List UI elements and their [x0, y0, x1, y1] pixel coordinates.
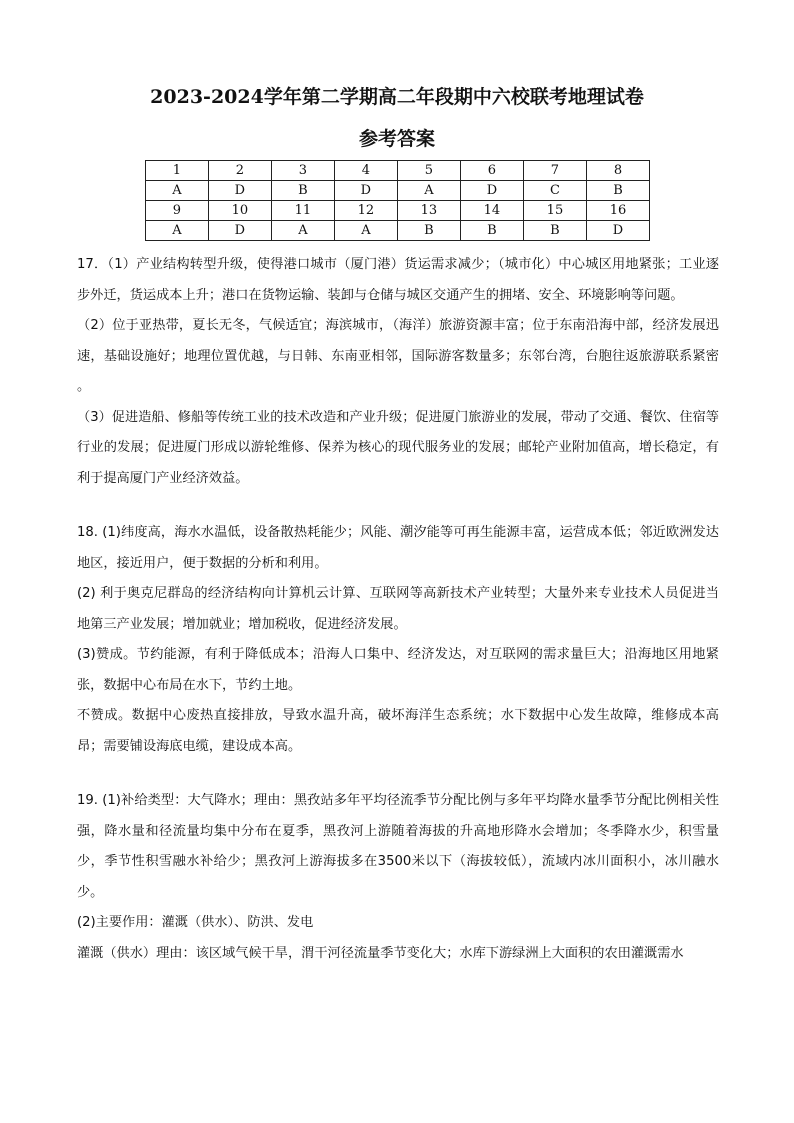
page-subtitle: 参考答案: [358, 128, 435, 150]
answer-cell: D: [586, 221, 649, 241]
answer-row: [146, 181, 650, 201]
question-number-row: [146, 201, 650, 221]
page-title: 2023-2024学年第二学期高二年段期中六校联考地理试卷: [150, 86, 644, 108]
answer-cell: B: [586, 181, 649, 201]
question-number-cell: 13: [397, 201, 460, 221]
answer-cell: D: [208, 181, 271, 201]
answer-cell: D: [208, 221, 271, 241]
answer-cell: B: [271, 181, 334, 201]
question-number-cell: 5: [397, 161, 460, 181]
q19-part1: 19. (1)补给类型：大气降水；理由：黑孜站多年平均径流季节分配比例与多年平均降水量季节分配比例相关性强，降水量和径流量均集中分布在夏季，黑孜河上游随着海拔的升高地形降水会增加；冬季降水少，积雪量少，季节性积雪融水补给少；黑孜河上游海拔多在3500米以下（海拔较低），流域内冰川面积小，冰川融水少。: [77, 793, 719, 900]
answer-cell: A: [146, 181, 209, 201]
question-number-cell: 3: [271, 161, 334, 181]
q17-part1: 17．（1）产业结构转型升级，使得港口城市（厦门港）货运需求减少；（城市化）中心城区用地紧张；工业逐步外迁，货运成本上升；港口在货物运输、装卸与仓储与城区交通产生的拥堵、安全、环境影响等问题。: [77, 257, 719, 303]
answer-cell: C: [523, 181, 586, 201]
q18-part1: 18. (1)纬度高，海水水温低，设备散热耗能少；风能、潮汐能等可再生能源丰富，运营成本低；邻近欧洲发达地区，接近用户，便于数据的分析和利用。: [77, 525, 719, 571]
q19-part2-reason: 灌溉（供水）理由：该区域气候干旱，渭干河径流量季节变化大；水库下游绿洲上大面积的农田灌溉需水: [77, 945, 684, 961]
answer-cell: A: [271, 221, 334, 241]
answer-cell: D: [460, 181, 523, 201]
question-number-cell: 10: [208, 201, 271, 221]
question-number-cell: 16: [586, 201, 649, 221]
q18-part3: (3)赞成。节约能源，有利于降低成本；沿海人口集中、经济发达，对互联网的需求量巨大；沿海地区用地紧张，数据中心布局在水下，节约土地。: [77, 647, 719, 693]
answer-table: [145, 160, 650, 241]
q18-part3-against: 不赞成。数据中心废热直接排放，导致水温升高，破坏海洋生态系统；水下数据中心发生故障，维修成本高昂；需要铺设海底电缆，建设成本高。: [77, 708, 719, 754]
answer-content: [77, 250, 719, 969]
question-number-cell: 4: [334, 161, 397, 181]
question-number-cell: 14: [460, 201, 523, 221]
answer-cell: B: [523, 221, 586, 241]
question-number-row: [146, 161, 650, 181]
answer-cell: A: [397, 181, 460, 201]
question-number-cell: 2: [208, 161, 271, 181]
question-number-cell: 12: [334, 201, 397, 221]
question-number-cell: 1: [146, 161, 209, 181]
q18-part2: (2) 利于奥克尼群岛的经济结构向计算机云计算、互联网等高新技术产业转型；大量外来专业技术人员促进当地第三产业发展；增加就业；增加税收，促进经济发展。: [77, 586, 719, 632]
q17-part3: （3）促进造船、修船等传统工业的技术改造和产业升级；促进厦门旅游业的发展，带动了交通、餐饮、住宿等行业的发展；促进厦门形成以游轮维修、保养为核心的现代服务业的发展；邮轮产业附加值高，增长稳定，有利于提高厦门产业经济效益。: [77, 409, 719, 486]
answer-cell: D: [334, 181, 397, 201]
question-number-cell: 11: [271, 201, 334, 221]
question-number-cell: 8: [586, 161, 649, 181]
question-number-cell: 6: [460, 161, 523, 181]
question-number-cell: 7: [523, 161, 586, 181]
answer-cell: A: [334, 221, 397, 241]
answer-cell: B: [397, 221, 460, 241]
question-number-cell: 15: [523, 201, 586, 221]
q19-part2: (2)主要作用：灌溉（供水）、防洪、发电: [77, 915, 314, 930]
answer-cell: A: [146, 221, 209, 241]
q17-part2: （2）位于亚热带，夏长无冬，气候适宜；海滨城市，（海洋）旅游资源丰富；位于东南沿海中部，经济发展迅速，基础设施好；地理位置优越，与日韩、东南亚相邻，国际游客数量多；东邻台湾，台胞往返旅游联系紧密 。: [77, 318, 719, 394]
question-number-cell: 9: [146, 201, 209, 221]
answer-row: [146, 221, 650, 241]
answer-cell: B: [460, 221, 523, 241]
